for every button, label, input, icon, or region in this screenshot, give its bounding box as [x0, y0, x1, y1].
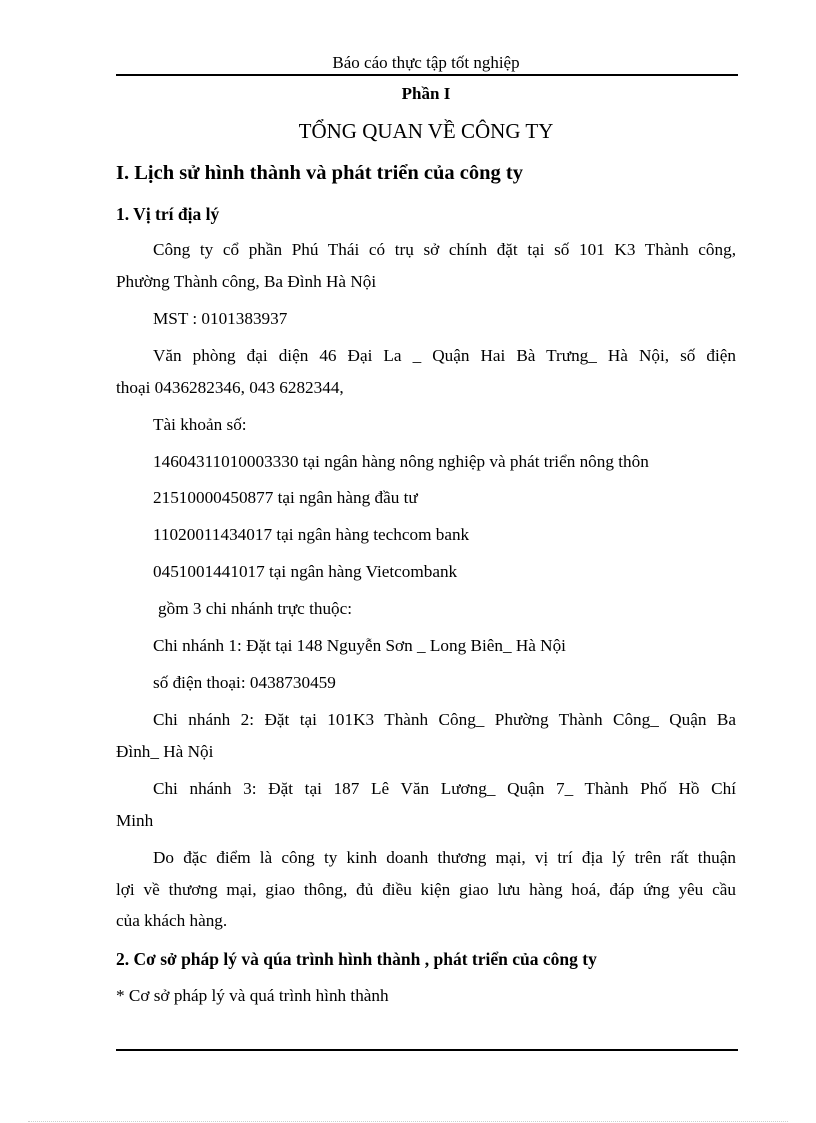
branch-1-phone: số điện thoại: 0438730459 — [153, 673, 336, 692]
part-label: Phần I — [401, 84, 451, 103]
subsection-heading-legal: 2. Cơ sở pháp lý và qúa trình hình thành , phát triển của công ty — [116, 949, 597, 969]
intro-line-1: Công ty cổ phần Phú Thái có trụ sở chính đặt tại số 101 K3 Thành công, — [153, 240, 736, 259]
intro-line-2: Phường Thành công, Ba Đình Hà Nội — [116, 272, 377, 291]
tax-code: MST : 0101383937 — [153, 309, 288, 328]
branch-2-line-2: Đình_ Hà Nội — [116, 742, 214, 761]
feature-line-1: Do đặc điểm là công ty kinh doanh thương mại, vị trí địa lý trên rất thuận — [153, 848, 736, 867]
header-rule — [116, 74, 738, 76]
legal-basis-item: * Cơ sở pháp lý và quá trình hình thành — [116, 986, 389, 1005]
account-item: 11020011434017 tại ngân hàng techcom bank — [153, 525, 470, 544]
account-item: 0451001441017 tại ngân hàng Vietcombank — [153, 562, 458, 581]
account-item: 21510000450877 tại ngân hàng đầu tư — [153, 488, 418, 507]
branches-intro: gồm 3 chi nhánh trực thuộc: — [158, 599, 353, 618]
office-line-2: thoại 0436282346, 043 6282344, — [116, 378, 344, 397]
office-line-1: Văn phòng đại diện 46 Đại La _ Quận Hai Bà Trưng_ Hà Nội, số điện — [153, 346, 736, 365]
page-title: TỔNG QUAN VỀ CÔNG TY — [298, 119, 554, 143]
branch-1: Chi nhánh 1: Đặt tại 148 Nguyễn Sơn _ Long Biên_ Hà Nội — [153, 636, 566, 655]
feature-line-3: của khách hàng. — [116, 911, 228, 930]
section-heading: I. Lịch sử hình thành và phát triển của công ty — [116, 162, 524, 184]
branch-2-line-1: Chi nhánh 2: Đặt tại 101K3 Thành Công_ Phường Thành Công_ Quận Ba — [153, 710, 736, 729]
branch-3-line-1: Chi nhánh 3: Đặt tại 187 Lê Văn Lương_ Quận 7_ Thành Phố Hồ Chí — [153, 779, 736, 798]
footer-rule — [116, 1049, 738, 1051]
branch-3-line-2: Minh — [116, 811, 154, 830]
accounts-label: Tài khoản số: — [153, 415, 247, 434]
account-item: 14604311010003330 tại ngân hàng nông nghiệp và phát triển nông thôn — [153, 452, 649, 471]
running-header: Báo cáo thực tập tốt nghiệp — [332, 53, 520, 72]
page-edge-divider — [28, 1121, 788, 1122]
feature-line-2: lợi về thương mại, giao thông, đủ điều kiện giao lưu hàng hoá, đáp ứng yêu cầu — [116, 880, 736, 899]
subsection-heading-location: 1. Vị trí địa lý — [116, 204, 220, 224]
